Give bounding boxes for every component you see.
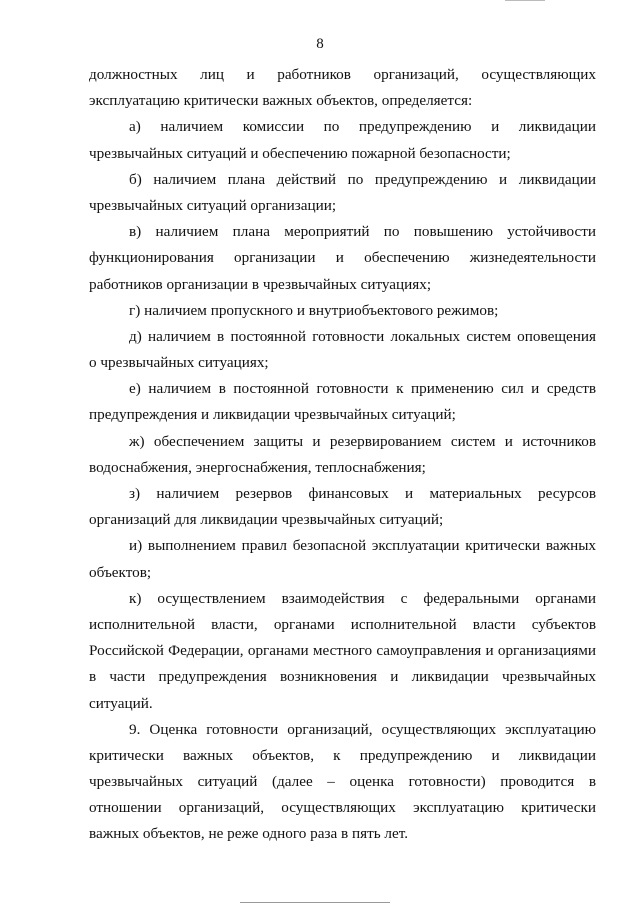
text-line: функционирования организации и обеспечению жизнедеятельности (89, 249, 596, 267)
text-line: предупреждения и ликвидации чрезвычайных ситуаций; (89, 406, 456, 424)
text-line: 9. Оценка готовности организаций, осуществляющих эксплуатацию (129, 720, 596, 738)
text-line: чрезвычайных ситуаций (далее – оценка готовности) проводится в (89, 773, 596, 791)
text-line: водоснабжения, энергоснабжения, теплоснабжения; (89, 458, 426, 476)
text-line: и) выполнением правил безопасной эксплуатации критически важных (129, 537, 596, 555)
text-line: в части предупреждения возникновения и ликвидации чрезвычайных (89, 668, 596, 686)
text-line: ситуаций. (89, 694, 153, 712)
text-line: б) наличием плана действий по предупреждению и ликвидации (129, 170, 596, 188)
text-line: организаций для ликвидации чрезвычайных ситуаций; (89, 511, 444, 529)
page-number: 8 (316, 36, 324, 52)
text-line: критически важных объектов, к предупреждению и ликвидации (89, 746, 596, 764)
document-body (89, 62, 596, 848)
text-line: чрезвычайных ситуаций организации; (89, 196, 337, 214)
text-line: з) наличием резервов финансовых и материальных ресурсов (129, 485, 596, 502)
text-line: о чрезвычайных ситуациях; (89, 354, 269, 372)
text-line: д) наличием в постоянной готовности локальных систем оповещения (129, 327, 596, 345)
text-line: работников организации в чрезвычайных ситуациях; (89, 275, 432, 293)
text-line: г) наличием пропускного и внутриобъектового режимов; (129, 301, 499, 319)
text-line: Российской Федерации, органами местного самоуправления и организациями (89, 642, 596, 660)
text-line: исполнительной власти, органами исполнительной власти субъектов (89, 615, 596, 633)
text-line: объектов; (89, 563, 152, 581)
text-line: отношении организаций, осуществляющих эксплуатацию критически (89, 799, 596, 817)
text-line: в) наличием плана мероприятий по повышению устойчивости (129, 223, 596, 241)
scan-artifact-bottom (240, 902, 390, 903)
text-line: важных объектов, не реже одного раза в пять лет. (89, 825, 409, 843)
scan-artifact-top (505, 0, 545, 1)
text-line: ж) обеспечением защиты и резервированием систем и источников (129, 432, 596, 450)
text-line: чрезвычайных ситуаций и обеспечению пожарной безопасности; (89, 144, 511, 162)
text-line: е) наличием в постоянной готовности к применению сил и средств (129, 380, 596, 398)
text-line: к) осуществлением взаимодействия с федеральными органами (129, 589, 596, 607)
text-line: должностных лиц и работников организаций, осуществляющих (89, 66, 596, 83)
text-line: а) наличием комиссии по предупреждению и ликвидации (129, 118, 596, 136)
text-line: эксплуатацию критически важных объектов, определяется: (89, 92, 473, 110)
